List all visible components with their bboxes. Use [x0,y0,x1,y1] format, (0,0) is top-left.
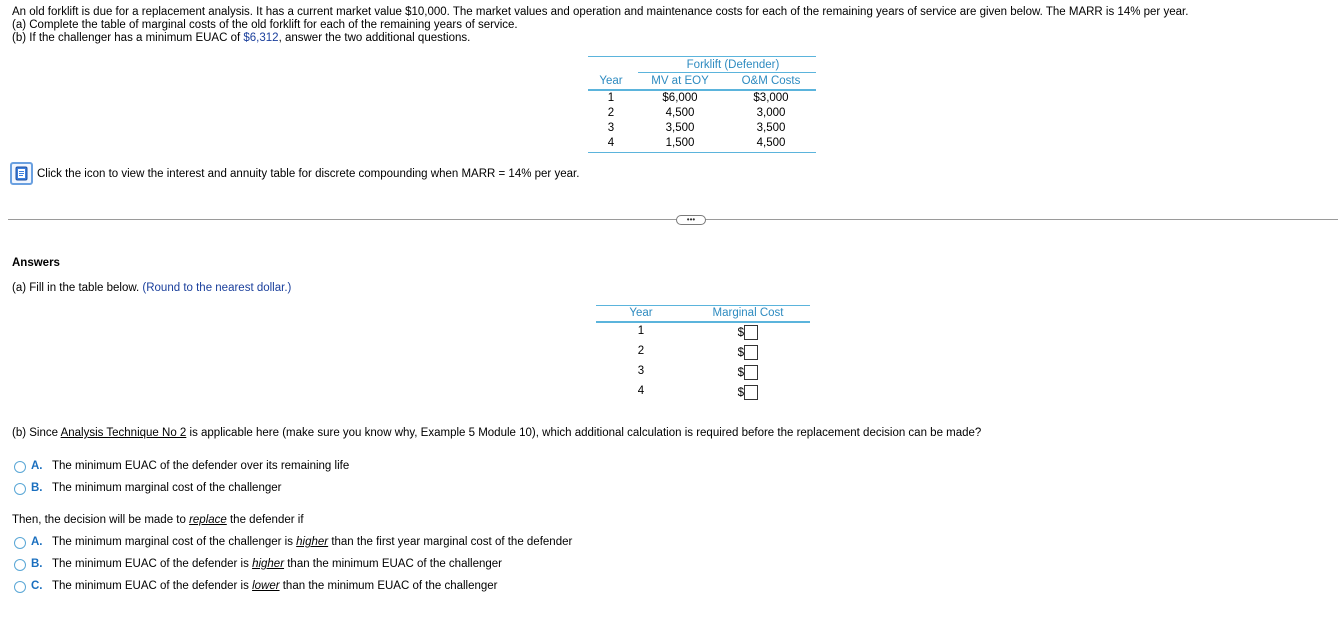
defender-om-cell: 3,000 [756,107,786,119]
q2-a-post: than the first year marginal cost of the defender [328,536,573,548]
analysis-technique-link[interactable]: Analysis Technique No 2 [60,427,187,439]
decision-emphasis: replace [189,514,227,526]
q2-option-a-text[interactable] [52,536,572,548]
currency-symbol: $ [737,387,744,399]
q2-option-b-text[interactable] [52,558,502,570]
challenger-euac-value: $6,312 [243,32,279,44]
marginal-cost-input-year-4[interactable] [744,385,758,400]
q2-option-b-radio[interactable] [14,559,26,571]
q1-option-b-text[interactable]: The minimum marginal cost of the challenger [52,482,282,494]
answer-col-marginal-cost: Marginal Cost [712,307,784,319]
currency-symbol: $ [737,327,744,339]
part-b-prefix: (b) Since [12,427,61,439]
defender-table [588,56,816,153]
defender-year-cell: 4 [607,137,615,149]
currency-symbol: $ [737,347,744,359]
section-divider [8,219,1338,220]
q2-a-emphasis: higher [296,536,329,548]
question-line-3-prefix: (b) If the challenger has a minimum EUAC of [12,32,244,44]
q2-option-c-text[interactable] [52,580,498,592]
q2-c-emphasis: lower [252,580,280,592]
part-b-question [12,427,981,439]
more-options-button[interactable]: ••• [676,215,706,225]
defender-year-cell: 3 [607,122,615,134]
q2-b-pre: The minimum EUAC of the defender is [52,558,253,570]
defender-mv-cell: 4,500 [665,107,695,119]
q2-b-emphasis: higher [252,558,285,570]
question-line-1: An old forklift is due for a replacement analysis. It has a current market value $10,000. The market values and operation and maintenance costs for each of the remaining years of service are given below. The MARR is 14% per year. [12,6,1189,18]
answer-year-cell: 3 [637,365,645,377]
q2-a-pre: The minimum marginal cost of the challenger is [52,536,297,548]
defender-mv-cell: $6,000 [662,92,698,104]
q2-b-post: than the minimum EUAC of the challenger [284,558,502,570]
q2-option-b-letter: B. [31,558,43,570]
answer-year-cell: 2 [637,345,645,357]
q1-option-a-text[interactable]: The minimum EUAC of the defender over its remaining life [52,460,350,472]
q1-option-b-letter: B. [31,482,43,494]
defender-year-cell: 2 [607,107,615,119]
part-a-rounding-hint: (Round to the nearest dollar.) [142,282,292,294]
marginal-cost-input-year-3[interactable] [744,365,758,380]
question-line-2: (a) Complete the table of marginal costs of the old forklift for each of the remaining years of service. [12,19,518,31]
decision-suffix: the defender if [226,514,304,526]
currency-symbol: $ [737,367,744,379]
defender-col-om: O&M Costs [741,75,801,87]
marginal-cost-input-year-1[interactable] [744,325,758,340]
q2-option-a-letter: A. [31,536,43,548]
q2-option-c-letter: C. [31,580,43,592]
defender-om-cell: $3,000 [753,92,789,104]
answer-year-cell: 4 [637,385,645,397]
marginal-cost-input-year-2[interactable] [744,345,758,360]
decision-prompt [12,514,304,526]
book-icon[interactable] [10,162,33,185]
answer-col-year: Year [629,307,653,319]
defender-col-year: Year [599,75,623,87]
answer-year-cell: 1 [637,325,645,337]
q2-c-post: than the minimum EUAC of the challenger [279,580,498,592]
decision-prefix: Then, the decision will be made to [12,514,190,526]
part-a-instruction [12,282,291,294]
defender-year-cell: 1 [607,92,615,104]
defender-mv-cell: 1,500 [665,137,695,149]
part-a-prefix: (a) Fill in the table below. [12,282,143,294]
q2-c-pre: The minimum EUAC of the defender is [52,580,253,592]
question-line-3 [12,32,470,45]
part-b-suffix: is applicable here (make sure you know why, Example 5 Module 10), which additional calculation is required before the replacement decision can be made? [186,427,982,439]
defender-group-header: Forklift (Defender) [686,59,780,71]
q1-option-b-radio[interactable] [14,483,26,495]
q2-option-a-radio[interactable] [14,537,26,549]
q2-option-c-radio[interactable] [14,581,26,593]
q1-option-a-letter: A. [31,460,43,472]
defender-col-mv: MV at EOY [651,75,709,87]
marginal-cost-table [596,305,810,405]
question-line-3-suffix: , answer the two additional questions. [278,32,471,44]
q1-option-a-radio[interactable] [14,461,26,473]
defender-mv-cell: 3,500 [665,122,695,134]
defender-om-cell: 4,500 [756,137,786,149]
interest-table-link-text: Click the icon to view the interest and annuity table for discrete compounding when MARR = 14% per year. [37,168,580,180]
defender-om-cell: 3,500 [756,122,786,134]
answers-heading: Answers [12,257,60,269]
